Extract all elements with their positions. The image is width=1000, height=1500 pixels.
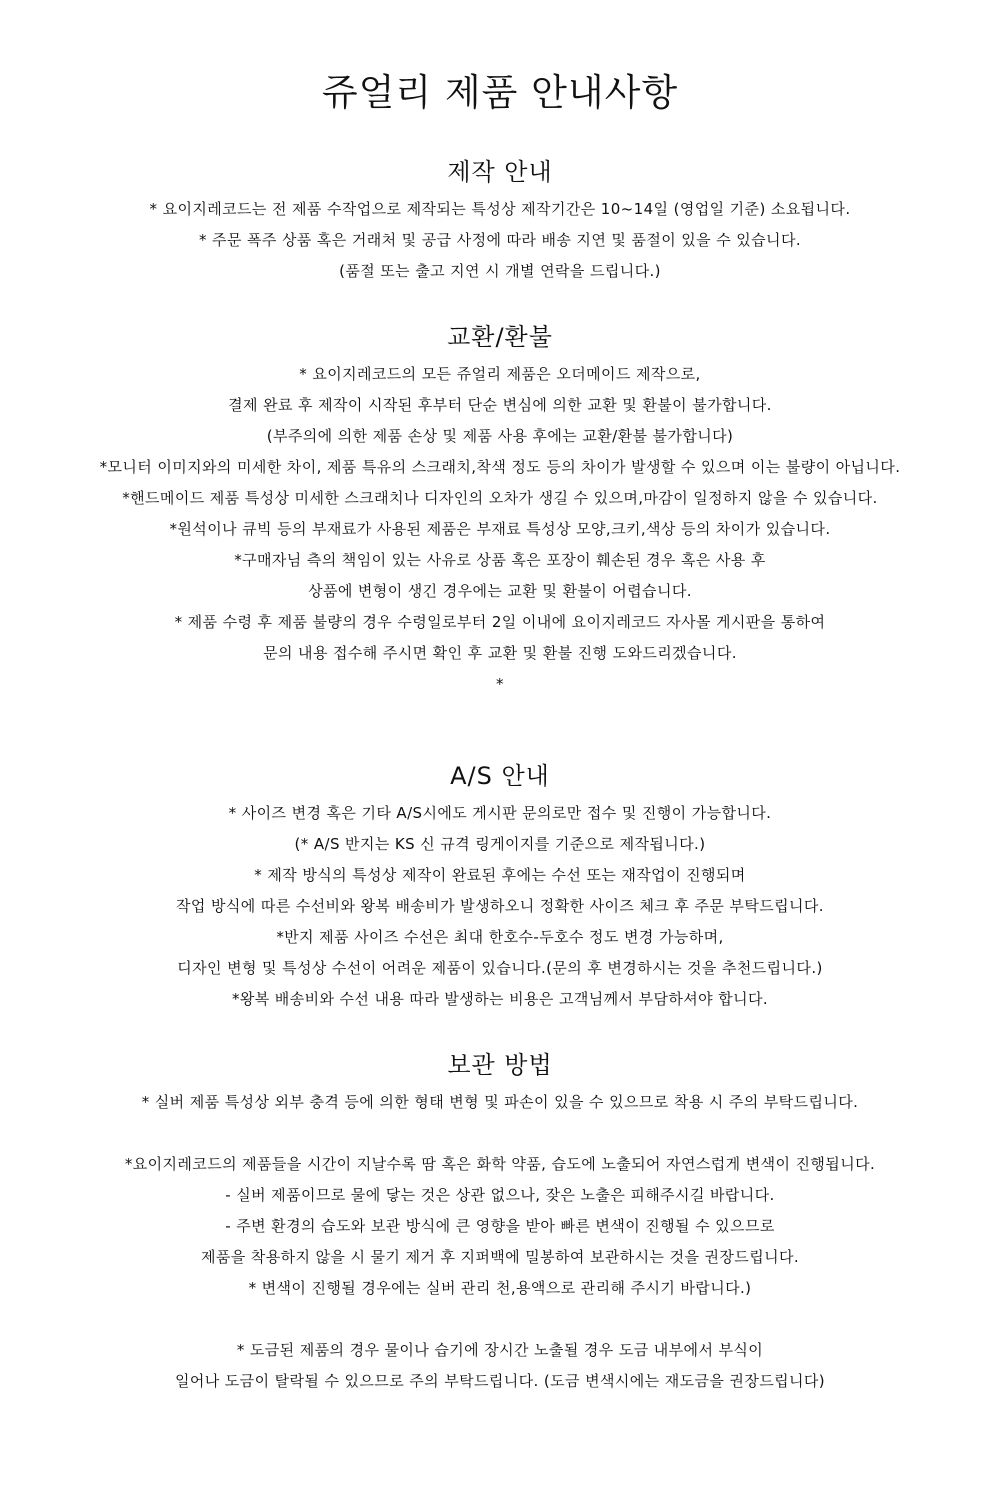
- notice-line: *핸드메이드 제품 특성상 미세한 스크래치나 디자인의 오차가 생길 수 있으며,마감이 일정하지 않을 수 있습니다.: [122, 489, 878, 507]
- section-body: [0, 1087, 1000, 1397]
- notice-line: * 요이지레코드는 전 제품 수작업으로 제작되는 특성상 제작기간은 10~14일 (영업일 기준) 소요됩니다.: [149, 200, 851, 218]
- section-title: 교환/환불: [447, 323, 553, 351]
- notice-line: * 도금된 제품의 경우 물이나 습기에 장시간 노출될 경우 도금 내부에서 부식이: [236, 1341, 764, 1359]
- section-as-notice: [0, 760, 1000, 1015]
- notice-line: *모니터 이미지와의 미세한 차이, 제품 특유의 스크래치,착색 정도 등의 차이가 발생할 수 있으며 이는 불량이 아닙니다.: [99, 458, 901, 476]
- notice-line: * 요이지레코드의 모든 쥬얼리 제품은 오더메이드 제작으로,: [299, 365, 701, 383]
- section-storage-method: [0, 1049, 1000, 1397]
- notice-line: * 제작 방식의 특성상 제작이 완료된 후에는 수선 또는 재작업이 진행되며: [254, 866, 746, 884]
- section-title: 보관 방법: [447, 1051, 553, 1079]
- notice-line: 디자인 변형 및 특성상 수선이 어려운 제품이 있습니다.(문의 후 변경하시는 것을 추천드립니다.): [177, 959, 823, 977]
- notice-line-spacer: [0, 1304, 1000, 1335]
- notice-line: 작업 방식에 따른 수선비와 왕복 배송비가 발생하오니 정확한 사이즈 체크 후 주문 부탁드립니다.: [176, 897, 824, 915]
- notice-line: * 변색이 진행될 경우에는 실버 관리 천,용액으로 관리해 주시기 바랍니다.): [248, 1279, 752, 1297]
- section-body: [0, 798, 1000, 1015]
- notice-line: 상품에 변형이 생긴 경우에는 교환 및 환불이 어렵습니다.: [308, 582, 692, 600]
- notice-line: - 주변 환경의 습도와 보관 방식에 큰 영향을 받아 빠른 변색이 진행될 수 있으므로: [225, 1217, 775, 1235]
- section-title: 제작 안내: [447, 158, 553, 186]
- section-title: A/S 안내: [450, 762, 550, 790]
- notice-line: *구매자님 측의 책임이 있는 사유로 상품 혹은 포장이 훼손된 경우 혹은 사용 후: [234, 551, 766, 569]
- section-production-notice: [0, 156, 1000, 287]
- section-exchange-refund: [0, 321, 1000, 700]
- notice-line: 일어나 도금이 탈락될 수 있으므로 주의 부탁드립니다. (도금 변색시에는 재도금을 권장드립니다): [174, 1372, 826, 1390]
- page-title: 쥬얼리 제품 안내사항: [321, 71, 679, 114]
- notice-line: 결제 완료 후 제작이 시작된 후부터 단순 변심에 의한 교환 및 환불이 불가합니다.: [228, 396, 772, 414]
- section-body: [0, 194, 1000, 287]
- notice-line: * 제품 수령 후 제품 불량의 경우 수령일로부터 2일 이내에 요이지레코드 자사몰 게시판을 통하여: [174, 613, 826, 631]
- notice-line: *요이지레코드의 제품들을 시간이 지날수록 땀 혹은 화학 약품, 습도에 노출되어 자연스럽게 변색이 진행됩니다.: [124, 1155, 876, 1173]
- notice-line: *반지 제품 사이즈 수선은 최대 한호수-두호수 정도 변경 가능하며,: [276, 928, 724, 946]
- notice-line: * 실버 제품 특성상 외부 충격 등에 의한 형태 변형 및 파손이 있을 수 있으므로 착용 시 주의 부탁드립니다.: [141, 1093, 859, 1111]
- notice-line: *왕복 배송비와 수선 내용 따라 발생하는 비용은 고객님께서 부담하셔야 합니다.: [231, 990, 769, 1008]
- notice-line: - 실버 제품이므로 물에 닿는 것은 상관 없으나, 잦은 노출은 피해주시길 바랍니다.: [225, 1186, 775, 1204]
- notice-line: *원석이나 큐빅 등의 부재료가 사용된 제품은 부재료 특성상 모양,크키,색상 등의 차이가 있습니다.: [169, 520, 831, 538]
- notice-line-spacer: [0, 1118, 1000, 1149]
- notice-line: 문의 내용 접수해 주시면 확인 후 교환 및 환불 진행 도와드리겠습니다.: [263, 644, 737, 662]
- notice-line: (품절 또는 출고 지연 시 개별 연락을 드립니다.): [339, 262, 661, 280]
- notice-line: (* A/S 반지는 KS 신 규격 링게이지를 기준으로 제작됩니다.): [294, 835, 706, 853]
- notice-line: * 사이즈 변경 혹은 기타 A/S시에도 게시판 문의로만 접수 및 진행이 가능합니다.: [228, 804, 772, 822]
- notice-line: * 주문 폭주 상품 혹은 거래처 및 공급 사정에 따라 배송 지연 및 품절이 있을 수 있습니다.: [198, 231, 802, 249]
- notice-line: 제품을 착용하지 않을 시 물기 제거 후 지퍼백에 밀봉하여 보관하시는 것을 권장드립니다.: [200, 1248, 800, 1266]
- notice-line: *: [496, 675, 504, 693]
- notice-line: (부주의에 의한 제품 손상 및 제품 사용 후에는 교환/환불 불가합니다): [266, 427, 734, 445]
- section-body: [0, 359, 1000, 700]
